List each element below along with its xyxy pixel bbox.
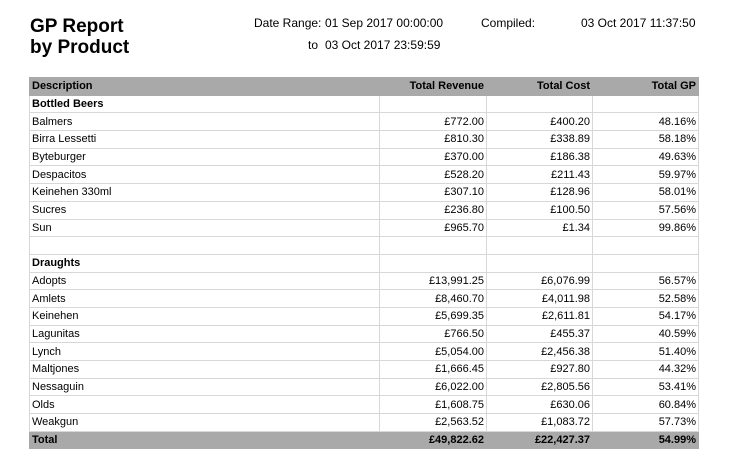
cell-cost [487,254,593,272]
cell-revenue [380,254,487,272]
compiled-value: 03 Oct 2017 11:37:50 [581,16,696,30]
table-row [30,113,699,131]
table-row [30,272,699,290]
cell-revenue [380,95,487,113]
table-row [30,166,699,184]
cell-gp: 58.01% [593,184,699,202]
cell-gp: 53.41% [593,378,699,396]
cell-gp: 52.58% [593,290,699,308]
cell-cost: £128.96 [487,184,593,202]
cell-cost: £2,611.81 [487,307,593,325]
cell-description: Draughts [30,254,380,272]
cell-revenue: £528.20 [380,166,487,184]
cell-cost: £455.37 [487,325,593,343]
cell-revenue: £1,608.75 [380,396,487,414]
cell-cost: £6,076.99 [487,272,593,290]
cell-cost: £1.34 [487,219,593,237]
cell-description: Maltjones [30,361,380,379]
cell-cost: £100.50 [487,201,593,219]
table-row [30,148,699,166]
table-row [30,219,699,237]
group-header-row [30,254,699,272]
cell-revenue: £965.70 [380,219,487,237]
cell-revenue: £307.10 [380,184,487,202]
cell-cost: £1,083.72 [487,414,593,432]
cell-gp [593,95,699,113]
cell-cost: £630.06 [487,396,593,414]
table-row [30,131,699,149]
cell-cost: £2,805.56 [487,378,593,396]
cell-gp: 57.73% [593,414,699,432]
cell-description: Amlets [30,290,380,308]
cell-revenue: £5,699.35 [380,307,487,325]
table-row [30,396,699,414]
cell-gp: 58.18% [593,131,699,149]
cell-gp [593,237,699,255]
cell-revenue: £5,054.00 [380,343,487,361]
cell-gp: 44.32% [593,361,699,379]
date-range-to: 03 Oct 2017 23:59:59 [325,38,441,52]
total-cost: £22,427.37 [487,431,593,449]
date-range-from: 01 Sep 2017 00:00:00 [325,16,444,30]
cell-description: Adopts [30,272,380,290]
cell-gp: 49.63% [593,148,699,166]
cell-revenue: £810.30 [380,131,487,149]
cell-gp: 40.59% [593,325,699,343]
cell-gp: 54.17% [593,307,699,325]
cell-cost: £2,456.38 [487,343,593,361]
total-row [30,431,699,449]
column-header-description: Description [30,78,380,96]
cell-revenue: £236.80 [380,201,487,219]
cell-revenue: £13,991.25 [380,272,487,290]
table-header-row [30,78,699,96]
cell-cost [487,237,593,255]
report-title-line2: by Product [30,37,130,58]
cell-revenue: £370.00 [380,148,487,166]
cell-description: Sucres [30,201,380,219]
cell-gp: 51.40% [593,343,699,361]
cell-gp: 59.97% [593,166,699,184]
table-row [30,378,699,396]
cell-gp: 99.86% [593,219,699,237]
cell-description [30,237,380,255]
table-row [30,343,699,361]
table-row [30,307,699,325]
cell-cost: £4,011.98 [487,290,593,308]
column-header-total-cost: Total Cost [487,78,593,96]
cell-gp: 57.56% [593,201,699,219]
table-row [30,361,699,379]
cell-cost: £211.43 [487,166,593,184]
cell-gp [593,254,699,272]
group-header-row [30,95,699,113]
cell-gp: 56.57% [593,272,699,290]
compiled-label: Compiled: [481,16,536,30]
cell-description: Sun [30,219,380,237]
report-title-line1: GP Report [30,16,124,37]
total-revenue: £49,822.62 [380,431,487,449]
cell-revenue: £2,563.52 [380,414,487,432]
total-gp: 54.99% [593,431,699,449]
cell-gp: 60.84% [593,396,699,414]
cell-revenue [380,237,487,255]
cell-description: Despacitos [30,166,380,184]
cell-cost: £400.20 [487,113,593,131]
cell-description: Birra Lessetti [30,131,380,149]
cell-cost [487,95,593,113]
column-header-total-revenue: Total Revenue [380,78,487,96]
date-range-to-label: to [308,38,319,52]
total-label: Total [30,431,380,449]
cell-revenue: £1,666.45 [380,361,487,379]
table-row [30,184,699,202]
table-row [30,325,699,343]
spacer-row [30,237,699,255]
report-title [30,16,129,58]
gp-report-table [29,77,699,449]
cell-cost: £338.89 [487,131,593,149]
cell-description: Bottled Beers [30,95,380,113]
cell-description: Nessaguin [30,378,380,396]
column-header-total-gp: Total GP [593,78,699,96]
cell-gp: 48.16% [593,113,699,131]
table-row [30,414,699,432]
cell-revenue: £6,022.00 [380,378,487,396]
cell-revenue: £8,460.70 [380,290,487,308]
cell-description: Weakgun [30,414,380,432]
cell-cost: £186.38 [487,148,593,166]
cell-description: Keinehen 330ml [30,184,380,202]
date-range-label: Date Range: [254,16,322,30]
cell-description: Keinehen [30,307,380,325]
table-row [30,201,699,219]
cell-description: Lagunitas [30,325,380,343]
cell-revenue: £766.50 [380,325,487,343]
cell-cost: £927.80 [487,361,593,379]
cell-description: Lynch [30,343,380,361]
cell-description: Balmers [30,113,380,131]
table-body [30,95,699,431]
cell-description: Olds [30,396,380,414]
table-row [30,290,699,308]
cell-description: Byteburger [30,148,380,166]
cell-revenue: £772.00 [380,113,487,131]
